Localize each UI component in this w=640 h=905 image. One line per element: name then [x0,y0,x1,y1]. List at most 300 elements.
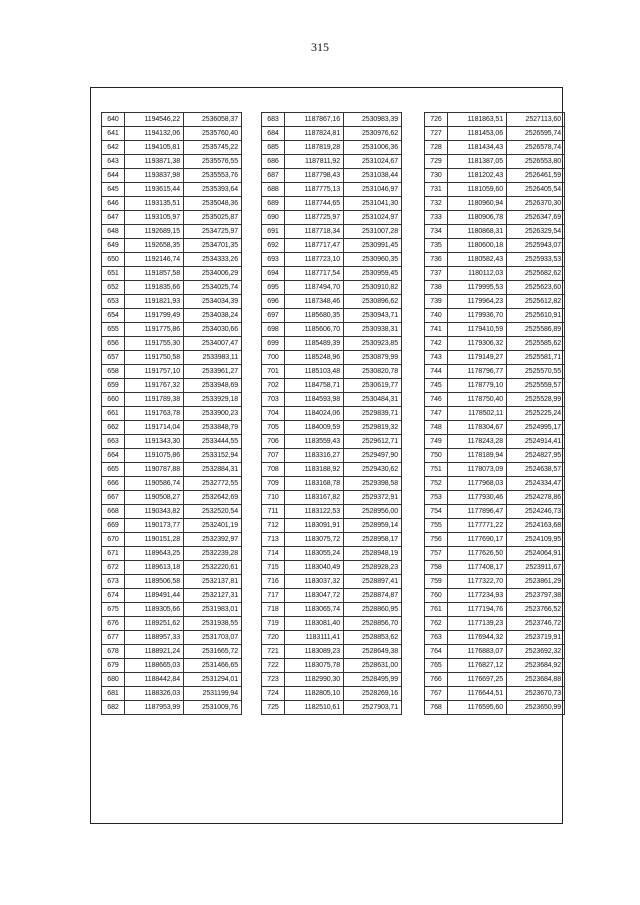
point-number-cell: 753 [425,491,448,505]
y-coordinate-cell: 2531938,55 [184,617,242,631]
table-row [262,575,402,589]
y-coordinate-cell: 2532772,55 [184,477,242,491]
x-coordinate-cell: 1181863,51 [448,113,507,127]
point-number-cell: 663 [102,435,125,449]
x-coordinate-cell: 1181434,43 [448,141,507,155]
y-coordinate-cell: 2529612,71 [344,435,402,449]
y-coordinate-cell: 2535553,76 [184,169,242,183]
x-coordinate-cell: 1183040,49 [285,561,344,575]
x-coordinate-cell: 1176644,51 [448,687,507,701]
y-coordinate-cell: 2523650,99 [507,701,565,715]
table-row [102,561,242,575]
point-number-cell: 720 [262,631,285,645]
table-row [102,169,242,183]
point-number-cell: 737 [425,267,448,281]
table-row [262,631,402,645]
table-row [262,323,402,337]
x-coordinate-cell: 1189305,66 [125,603,184,617]
y-coordinate-cell: 2525612,82 [507,295,565,309]
y-coordinate-cell: 2525585,62 [507,337,565,351]
table-row [425,323,565,337]
x-coordinate-cell: 1188326,03 [125,687,184,701]
y-coordinate-cell: 2526370,30 [507,197,565,211]
point-number-cell: 724 [262,687,285,701]
point-number-cell: 644 [102,169,125,183]
table-row [425,365,565,379]
x-coordinate-cell: 1177771,22 [448,519,507,533]
table-row [262,127,402,141]
table-row [102,673,242,687]
table-row [425,533,565,547]
point-number-cell: 741 [425,323,448,337]
x-coordinate-cell: 1193615,44 [125,183,184,197]
point-number-cell: 731 [425,183,448,197]
table-row [102,183,242,197]
point-number-cell: 680 [102,673,125,687]
x-coordinate-cell: 1187798,43 [285,169,344,183]
table-row [425,701,565,715]
x-coordinate-cell: 1187744,65 [285,197,344,211]
x-coordinate-cell: 1184024,06 [285,407,344,421]
point-number-cell: 713 [262,533,285,547]
x-coordinate-cell: 1193837,98 [125,169,184,183]
x-coordinate-cell: 1176827,12 [448,659,507,673]
table-row [102,407,242,421]
y-coordinate-cell: 2529398,58 [344,477,402,491]
y-coordinate-cell: 2533948,69 [184,379,242,393]
point-number-cell: 672 [102,561,125,575]
table-row [262,533,402,547]
point-number-cell: 744 [425,365,448,379]
coordinates-table-column-1 [101,112,242,715]
table-row [102,351,242,365]
y-coordinate-cell: 2524163,68 [507,519,565,533]
x-coordinate-cell: 1183047,72 [285,589,344,603]
point-number-cell: 701 [262,365,285,379]
table-row [102,701,242,715]
y-coordinate-cell: 2524064,91 [507,547,565,561]
x-coordinate-cell: 1178779,10 [448,379,507,393]
table-row [102,631,242,645]
x-coordinate-cell: 1189491,44 [125,589,184,603]
x-coordinate-cell: 1183055,24 [285,547,344,561]
point-number-cell: 666 [102,477,125,491]
y-coordinate-cell: 2524914,41 [507,435,565,449]
table-row [102,211,242,225]
point-number-cell: 734 [425,225,448,239]
table-row [262,211,402,225]
table-row [262,267,402,281]
point-number-cell: 694 [262,267,285,281]
table-row [425,673,565,687]
y-coordinate-cell: 2526578,74 [507,141,565,155]
x-coordinate-cell: 1188665,03 [125,659,184,673]
point-number-cell: 661 [102,407,125,421]
y-coordinate-cell: 2530983,39 [344,113,402,127]
x-coordinate-cell: 1187718,34 [285,225,344,239]
table-row [425,547,565,561]
y-coordinate-cell: 2532137,81 [184,575,242,589]
table-row [262,253,402,267]
x-coordinate-cell: 1193105,97 [125,211,184,225]
y-coordinate-cell: 2534034,39 [184,295,242,309]
x-coordinate-cell: 1188442,84 [125,673,184,687]
x-coordinate-cell: 1178304,67 [448,421,507,435]
page-number: 315 [311,40,329,54]
point-number-cell: 674 [102,589,125,603]
x-coordinate-cell: 1180906,78 [448,211,507,225]
table-row [102,533,242,547]
x-coordinate-cell: 1181387,05 [448,155,507,169]
table-row [102,617,242,631]
x-coordinate-cell: 1191799,49 [125,309,184,323]
y-coordinate-cell: 2530896,62 [344,295,402,309]
point-number-cell: 764 [425,645,448,659]
x-coordinate-cell: 1183167,82 [285,491,344,505]
y-coordinate-cell: 2531046,97 [344,183,402,197]
table-row [262,645,402,659]
x-coordinate-cell: 1190173,77 [125,519,184,533]
x-coordinate-cell: 1179995,53 [448,281,507,295]
point-number-cell: 676 [102,617,125,631]
x-coordinate-cell: 1176595,60 [448,701,507,715]
table-row [102,113,242,127]
table-row [425,169,565,183]
point-number-cell: 729 [425,155,448,169]
y-coordinate-cell: 2528959,14 [344,519,402,533]
y-coordinate-cell: 2523766,52 [507,603,565,617]
table-row [262,197,402,211]
x-coordinate-cell: 1179964,23 [448,295,507,309]
table-row [102,267,242,281]
y-coordinate-cell: 2535048,36 [184,197,242,211]
point-number-cell: 754 [425,505,448,519]
x-coordinate-cell: 1191075,86 [125,449,184,463]
table-row [102,491,242,505]
x-coordinate-cell: 1187348,46 [285,295,344,309]
y-coordinate-cell: 2523861,29 [507,575,565,589]
y-coordinate-cell: 2535745,22 [184,141,242,155]
table-row [262,155,402,169]
x-coordinate-cell: 1191775,86 [125,323,184,337]
y-coordinate-cell: 2535393,64 [184,183,242,197]
point-number-cell: 688 [262,183,285,197]
point-number-cell: 748 [425,421,448,435]
point-number-cell: 767 [425,687,448,701]
x-coordinate-cell: 1185680,35 [285,309,344,323]
y-coordinate-cell: 2531006,36 [344,141,402,155]
table-row [102,197,242,211]
point-number-cell: 738 [425,281,448,295]
x-coordinate-cell: 1178189,94 [448,449,507,463]
y-coordinate-cell: 2533961,27 [184,365,242,379]
x-coordinate-cell: 1183091,91 [285,519,344,533]
point-number-cell: 718 [262,603,285,617]
x-coordinate-cell: 1182990,30 [285,673,344,687]
point-number-cell: 657 [102,351,125,365]
point-number-cell: 692 [262,239,285,253]
point-number-cell: 727 [425,127,448,141]
table-row [262,435,402,449]
x-coordinate-cell: 1177194,76 [448,603,507,617]
x-coordinate-cell: 1177139,23 [448,617,507,631]
table-row [425,351,565,365]
x-coordinate-cell: 1191755,30 [125,337,184,351]
table-row [425,183,565,197]
y-coordinate-cell: 2526347,69 [507,211,565,225]
y-coordinate-cell: 2528874,87 [344,589,402,603]
y-coordinate-cell: 2525623,60 [507,281,565,295]
table-row [262,393,402,407]
table-row [262,561,402,575]
y-coordinate-cell: 2530991,45 [344,239,402,253]
table-row [425,603,565,617]
point-number-cell: 702 [262,379,285,393]
y-coordinate-cell: 2533929,18 [184,393,242,407]
point-number-cell: 675 [102,603,125,617]
point-number-cell: 642 [102,141,125,155]
x-coordinate-cell: 1194132,06 [125,127,184,141]
x-coordinate-cell: 1187824,81 [285,127,344,141]
y-coordinate-cell: 2536058,37 [184,113,242,127]
table-row [102,645,242,659]
y-coordinate-cell: 2524995,17 [507,421,565,435]
table-row [262,687,402,701]
y-coordinate-cell: 2534038,24 [184,309,242,323]
table-row [262,421,402,435]
point-number-cell: 740 [425,309,448,323]
table-row [425,617,565,631]
coordinates-table-column-3 [424,112,565,715]
y-coordinate-cell: 2530938,31 [344,323,402,337]
x-coordinate-cell: 1193135,51 [125,197,184,211]
point-number-cell: 690 [262,211,285,225]
table-row [262,407,402,421]
point-number-cell: 751 [425,463,448,477]
y-coordinate-cell: 2532520,54 [184,505,242,519]
table-row [262,239,402,253]
x-coordinate-cell: 1177408,17 [448,561,507,575]
y-coordinate-cell: 2534030,66 [184,323,242,337]
x-coordinate-cell: 1187953,99 [125,701,184,715]
point-number-cell: 716 [262,575,285,589]
y-coordinate-cell: 2530820,78 [344,365,402,379]
table-row [102,239,242,253]
x-coordinate-cell: 1191789,38 [125,393,184,407]
y-coordinate-cell: 2530879,99 [344,351,402,365]
table-row [425,491,565,505]
point-number-cell: 760 [425,589,448,603]
y-coordinate-cell: 2531199,94 [184,687,242,701]
y-coordinate-cell: 2531007,28 [344,225,402,239]
y-coordinate-cell: 2529839,71 [344,407,402,421]
point-number-cell: 686 [262,155,285,169]
x-coordinate-cell: 1179410,59 [448,323,507,337]
table-row [262,281,402,295]
point-number-cell: 705 [262,421,285,435]
table-row [262,491,402,505]
y-coordinate-cell: 2534025,74 [184,281,242,295]
y-coordinate-cell: 2524638,57 [507,463,565,477]
point-number-cell: 691 [262,225,285,239]
x-coordinate-cell: 1178796,77 [448,365,507,379]
table-row [262,659,402,673]
x-coordinate-cell: 1177968,03 [448,477,507,491]
table-row [262,617,402,631]
x-coordinate-cell: 1192689,15 [125,225,184,239]
y-coordinate-cell: 2534333,26 [184,253,242,267]
point-number-cell: 685 [262,141,285,155]
y-coordinate-cell: 2535760,40 [184,127,242,141]
y-coordinate-cell: 2528856,70 [344,617,402,631]
point-number-cell: 683 [262,113,285,127]
y-coordinate-cell: 2531703,07 [184,631,242,645]
table-row [262,113,402,127]
point-number-cell: 735 [425,239,448,253]
y-coordinate-cell: 2523719,91 [507,631,565,645]
point-number-cell: 654 [102,309,125,323]
y-coordinate-cell: 2526595,74 [507,127,565,141]
x-coordinate-cell: 1191750,58 [125,351,184,365]
point-number-cell: 660 [102,393,125,407]
point-number-cell: 689 [262,197,285,211]
y-coordinate-cell: 2533152,94 [184,449,242,463]
point-number-cell: 673 [102,575,125,589]
table-row [425,589,565,603]
y-coordinate-cell: 2534007,47 [184,337,242,351]
y-coordinate-cell: 2526329,54 [507,225,565,239]
point-number-cell: 670 [102,533,125,547]
point-number-cell: 761 [425,603,448,617]
x-coordinate-cell: 1183316,27 [285,449,344,463]
x-coordinate-cell: 1183122,53 [285,505,344,519]
y-coordinate-cell: 2523684,92 [507,659,565,673]
point-number-cell: 726 [425,113,448,127]
y-coordinate-cell: 2525943,07 [507,239,565,253]
y-coordinate-cell: 2531038,44 [344,169,402,183]
x-coordinate-cell: 1191767,32 [125,379,184,393]
x-coordinate-cell: 1183081,40 [285,617,344,631]
point-number-cell: 687 [262,169,285,183]
x-coordinate-cell: 1189506,58 [125,575,184,589]
y-coordinate-cell: 2528649,38 [344,645,402,659]
point-number-cell: 736 [425,253,448,267]
x-coordinate-cell: 1187725,97 [285,211,344,225]
x-coordinate-cell: 1183075,78 [285,659,344,673]
y-coordinate-cell: 2532127,31 [184,589,242,603]
y-coordinate-cell: 2533444,55 [184,435,242,449]
x-coordinate-cell: 1178073,09 [448,463,507,477]
y-coordinate-cell: 2530619,77 [344,379,402,393]
x-coordinate-cell: 1180112,03 [448,267,507,281]
x-coordinate-cell: 1176944,32 [448,631,507,645]
point-number-cell: 763 [425,631,448,645]
table-row [425,659,565,673]
x-coordinate-cell: 1191343,30 [125,435,184,449]
point-number-cell: 698 [262,323,285,337]
x-coordinate-cell: 1183037,32 [285,575,344,589]
point-number-cell: 742 [425,337,448,351]
point-number-cell: 765 [425,659,448,673]
point-number-cell: 703 [262,393,285,407]
y-coordinate-cell: 2535576,55 [184,155,242,169]
table-row [102,281,242,295]
point-number-cell: 755 [425,519,448,533]
table-row [102,225,242,239]
y-coordinate-cell: 2528631,00 [344,659,402,673]
table-row [425,421,565,435]
table-row [102,127,242,141]
x-coordinate-cell: 1194546,22 [125,113,184,127]
x-coordinate-cell: 1177234,93 [448,589,507,603]
y-coordinate-cell: 2533848,79 [184,421,242,435]
y-coordinate-cell: 2532220,61 [184,561,242,575]
table-row [425,253,565,267]
y-coordinate-cell: 2531024,97 [344,211,402,225]
y-coordinate-cell: 2523746,72 [507,617,565,631]
x-coordinate-cell: 1185489,39 [285,337,344,351]
table-row [102,505,242,519]
table-row [425,295,565,309]
point-number-cell: 662 [102,421,125,435]
x-coordinate-cell: 1183111,41 [285,631,344,645]
table-row [262,141,402,155]
table-row [425,645,565,659]
y-coordinate-cell: 2532642,69 [184,491,242,505]
x-coordinate-cell: 1188957,33 [125,631,184,645]
x-coordinate-cell: 1177930,46 [448,491,507,505]
x-coordinate-cell: 1192146,74 [125,253,184,267]
y-coordinate-cell: 2528853,62 [344,631,402,645]
y-coordinate-cell: 2524246,73 [507,505,565,519]
y-coordinate-cell: 2531009,76 [184,701,242,715]
table-row [425,225,565,239]
y-coordinate-cell: 2526553,80 [507,155,565,169]
x-coordinate-cell: 1191714,04 [125,421,184,435]
table-row [425,435,565,449]
x-coordinate-cell: 1190151,28 [125,533,184,547]
point-number-cell: 733 [425,211,448,225]
table-row [425,379,565,393]
table-row [262,225,402,239]
y-coordinate-cell: 2525528,99 [507,393,565,407]
point-number-cell: 749 [425,435,448,449]
point-number-cell: 717 [262,589,285,603]
table-row [262,589,402,603]
table-row [425,463,565,477]
point-number-cell: 756 [425,533,448,547]
table-row [262,547,402,561]
table-row [425,631,565,645]
point-number-cell: 648 [102,225,125,239]
x-coordinate-cell: 1187867,16 [285,113,344,127]
table-row [262,183,402,197]
point-number-cell: 739 [425,295,448,309]
point-number-cell: 752 [425,477,448,491]
table-row [425,309,565,323]
y-coordinate-cell: 2525586,89 [507,323,565,337]
point-number-cell: 743 [425,351,448,365]
table-row [425,561,565,575]
table-row [102,519,242,533]
point-number-cell: 725 [262,701,285,715]
x-coordinate-cell: 1181453,06 [448,127,507,141]
x-coordinate-cell: 1178502,11 [448,407,507,421]
x-coordinate-cell: 1193871,38 [125,155,184,169]
y-coordinate-cell: 2529819,32 [344,421,402,435]
point-number-cell: 656 [102,337,125,351]
point-number-cell: 766 [425,673,448,687]
